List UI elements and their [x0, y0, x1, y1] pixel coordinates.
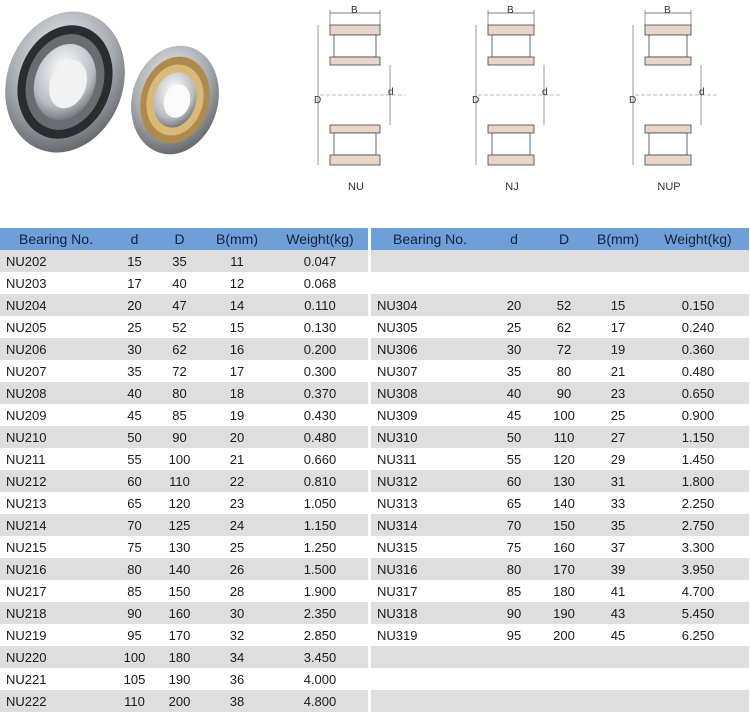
- cell-b-width: 11: [202, 250, 272, 272]
- table-row: [0, 250, 368, 272]
- cell-b-width: 28: [202, 580, 272, 602]
- cell-d-outer: 52: [539, 294, 589, 316]
- table-row: [0, 382, 368, 404]
- cell-d-inner: [489, 250, 539, 272]
- cell-d-inner: 50: [489, 426, 539, 448]
- cell-b-width: 14: [202, 294, 272, 316]
- table-row: [0, 338, 368, 360]
- cell-bearing-no: NU212: [0, 470, 112, 492]
- cell-weight: 0.110: [272, 294, 368, 316]
- cell-weight: 0.200: [272, 338, 368, 360]
- cell-bearing-no: NU305: [371, 316, 489, 338]
- cell-bearing-no: NU306: [371, 338, 489, 360]
- cell-weight: 0.660: [272, 448, 368, 470]
- cell-bearing-no: NU222: [0, 690, 112, 712]
- nu-cross-section: [310, 5, 420, 175]
- cell-bearing-no: NU315: [371, 536, 489, 558]
- cell-bearing-no: NU308: [371, 382, 489, 404]
- cell-d-outer: 90: [157, 426, 202, 448]
- cell-b-width: 21: [589, 360, 647, 382]
- table-header-row: [0, 228, 368, 250]
- cell-weight: 0.900: [647, 404, 749, 426]
- cell-weight: 0.430: [272, 404, 368, 426]
- header-bearing-no: Bearing No.: [371, 228, 489, 250]
- cell-b-width: [589, 668, 647, 690]
- cell-b-width: [589, 646, 647, 668]
- cell-b-width: 16: [202, 338, 272, 360]
- table-row: [0, 624, 368, 646]
- table-row: [371, 492, 749, 514]
- cell-bearing-no: NU310: [371, 426, 489, 448]
- cell-bearing-no: NU319: [371, 624, 489, 646]
- cell-d-outer: 130: [539, 470, 589, 492]
- table-row: [371, 448, 749, 470]
- cell-bearing-no: NU316: [371, 558, 489, 580]
- table-header-row: [371, 228, 749, 250]
- cell-bearing-no: NU318: [371, 602, 489, 624]
- cell-d-inner: 70: [489, 514, 539, 536]
- table-row: [0, 492, 368, 514]
- cell-d-outer: 80: [539, 360, 589, 382]
- cell-d-inner: 60: [489, 470, 539, 492]
- cell-b-width: 27: [589, 426, 647, 448]
- cell-weight: 3.950: [647, 558, 749, 580]
- cell-weight: 1.500: [272, 558, 368, 580]
- cell-d-outer: 52: [157, 316, 202, 338]
- cell-b-width: 33: [589, 492, 647, 514]
- cell-weight: 0.150: [647, 294, 749, 316]
- cell-b-width: 31: [589, 470, 647, 492]
- cell-d-outer: 180: [157, 646, 202, 668]
- table-row: [371, 360, 749, 382]
- cell-bearing-no: NU215: [0, 536, 112, 558]
- bearing-table-right: [371, 228, 749, 712]
- table-row: [371, 272, 749, 294]
- cell-d-outer: 140: [539, 492, 589, 514]
- cell-b-width: 37: [589, 536, 647, 558]
- cell-weight: 0.068: [272, 272, 368, 294]
- cell-d-inner: 30: [112, 338, 157, 360]
- cell-b-width: 24: [202, 514, 272, 536]
- table-row: [0, 360, 368, 382]
- cell-b-width: 17: [202, 360, 272, 382]
- table-row: [371, 470, 749, 492]
- table-row: [0, 294, 368, 316]
- cell-bearing-no: NU203: [0, 272, 112, 294]
- cell-d-inner: 35: [112, 360, 157, 382]
- cell-weight: 0.300: [272, 360, 368, 382]
- dim-b-label: B: [351, 5, 358, 16]
- cell-d-outer: [539, 272, 589, 294]
- table-row: [0, 470, 368, 492]
- cell-d-outer: 80: [157, 382, 202, 404]
- cell-b-width: 23: [202, 492, 272, 514]
- cell-d-inner: 25: [112, 316, 157, 338]
- cell-bearing-no: NU219: [0, 624, 112, 646]
- cell-d-outer: 35: [157, 250, 202, 272]
- cell-b-width: 26: [202, 558, 272, 580]
- header-d-inner: d: [489, 228, 539, 250]
- cell-d-outer: 125: [157, 514, 202, 536]
- table-row: [0, 580, 368, 602]
- cell-bearing-no: NU202: [0, 250, 112, 272]
- cell-b-width: 39: [589, 558, 647, 580]
- cell-weight: 2.250: [647, 492, 749, 514]
- table-row: [371, 404, 749, 426]
- dim-outer-d-label: D: [314, 95, 322, 106]
- cell-d-outer: 40: [157, 272, 202, 294]
- cell-weight: 0.047: [272, 250, 368, 272]
- cell-d-outer: 160: [539, 536, 589, 558]
- cell-weight: 1.150: [272, 514, 368, 536]
- cell-weight: 4.700: [647, 580, 749, 602]
- cell-d-inner: 85: [489, 580, 539, 602]
- cell-d-outer: 170: [539, 558, 589, 580]
- cell-bearing-no: NU211: [0, 448, 112, 470]
- header-b-width: B(mm): [589, 228, 647, 250]
- cell-bearing-no: NU309: [371, 404, 489, 426]
- cell-weight: 2.850: [272, 624, 368, 646]
- cell-weight: 2.350: [272, 602, 368, 624]
- cell-d-inner: 65: [112, 492, 157, 514]
- cell-d-outer: 120: [539, 448, 589, 470]
- dim-inner-d-label: d: [388, 87, 394, 98]
- cell-d-outer: 110: [157, 470, 202, 492]
- cell-weight: 1.050: [272, 492, 368, 514]
- table-row: [371, 624, 749, 646]
- cell-d-outer: 100: [157, 448, 202, 470]
- table-row: [0, 316, 368, 338]
- nup-cross-section: [625, 5, 735, 175]
- cell-d-outer: 140: [157, 558, 202, 580]
- cell-d-inner: 100: [112, 646, 157, 668]
- cell-d-inner: 20: [112, 294, 157, 316]
- table-row: [0, 272, 368, 294]
- table-row: [371, 294, 749, 316]
- cell-d-inner: 75: [489, 536, 539, 558]
- cell-b-width: 38: [202, 690, 272, 712]
- bearing-photo: [0, 0, 230, 170]
- header-d-outer: D: [157, 228, 202, 250]
- cell-bearing-no: NU304: [371, 294, 489, 316]
- cell-bearing-no: NU221: [0, 668, 112, 690]
- cell-bearing-no: NU209: [0, 404, 112, 426]
- cell-d-inner: 75: [112, 536, 157, 558]
- cell-b-width: 35: [589, 514, 647, 536]
- cell-d-inner: 45: [112, 404, 157, 426]
- table-row: [371, 690, 749, 712]
- cell-b-width: 30: [202, 602, 272, 624]
- cell-d-inner: 20: [489, 294, 539, 316]
- table-row: [371, 558, 749, 580]
- cell-bearing-no: [371, 646, 489, 668]
- cell-weight: 0.650: [647, 382, 749, 404]
- cell-b-width: 18: [202, 382, 272, 404]
- diagram-label: NU: [348, 181, 364, 193]
- dim-outer-d-label: D: [472, 95, 480, 106]
- cell-b-width: 29: [589, 448, 647, 470]
- cell-d-outer: 150: [157, 580, 202, 602]
- table-row: [371, 514, 749, 536]
- table-row: [371, 426, 749, 448]
- cell-d-outer: 62: [539, 316, 589, 338]
- cell-d-inner: 35: [489, 360, 539, 382]
- cell-bearing-no: NU208: [0, 382, 112, 404]
- bearing-table-left: [0, 228, 368, 712]
- cell-d-inner: 110: [112, 690, 157, 712]
- cell-weight: 1.800: [647, 470, 749, 492]
- cell-bearing-no: NU205: [0, 316, 112, 338]
- cell-d-outer: 190: [157, 668, 202, 690]
- cell-weight: 0.480: [647, 360, 749, 382]
- table-row: [371, 250, 749, 272]
- dim-inner-d-label: d: [699, 87, 705, 98]
- header-b-width: B(mm): [202, 228, 272, 250]
- cell-bearing-no: NU207: [0, 360, 112, 382]
- table-row: [0, 668, 368, 690]
- cell-d-outer: 85: [157, 404, 202, 426]
- table-row: [0, 558, 368, 580]
- cell-d-outer: 180: [539, 580, 589, 602]
- cell-b-width: 19: [589, 338, 647, 360]
- header-weight: Weight(kg): [272, 228, 368, 250]
- cell-bearing-no: NU213: [0, 492, 112, 514]
- cell-b-width: 25: [589, 404, 647, 426]
- cell-bearing-no: [371, 690, 489, 712]
- cell-weight: 6.250: [647, 624, 749, 646]
- cell-d-inner: 25: [489, 316, 539, 338]
- cell-weight: 4.800: [272, 690, 368, 712]
- cell-bearing-no: [371, 250, 489, 272]
- table-row: [371, 668, 749, 690]
- cell-d-inner: 85: [112, 580, 157, 602]
- cell-bearing-no: NU216: [0, 558, 112, 580]
- header-area: [0, 0, 750, 220]
- cell-d-inner: 40: [489, 382, 539, 404]
- header-d-outer: D: [539, 228, 589, 250]
- cell-weight: 0.810: [272, 470, 368, 492]
- cell-d-outer: [539, 250, 589, 272]
- cell-d-outer: 90: [539, 382, 589, 404]
- cell-d-inner: 50: [112, 426, 157, 448]
- cell-d-inner: 90: [489, 602, 539, 624]
- table-row: [0, 426, 368, 448]
- cell-bearing-no: [371, 272, 489, 294]
- table-row: [0, 514, 368, 536]
- cell-b-width: 45: [589, 624, 647, 646]
- cell-d-inner: [489, 272, 539, 294]
- cell-bearing-no: NU206: [0, 338, 112, 360]
- cell-d-outer: 100: [539, 404, 589, 426]
- cell-weight: 0.360: [647, 338, 749, 360]
- cell-d-outer: [539, 646, 589, 668]
- cell-weight: [647, 646, 749, 668]
- cell-weight: 4.000: [272, 668, 368, 690]
- table-row: [0, 646, 368, 668]
- cell-d-inner: 40: [112, 382, 157, 404]
- header-d-inner: d: [112, 228, 157, 250]
- dim-inner-d-label: d: [542, 87, 548, 98]
- cell-weight: 1.250: [272, 536, 368, 558]
- cell-d-inner: 80: [112, 558, 157, 580]
- cell-d-inner: 105: [112, 668, 157, 690]
- table-row: [371, 536, 749, 558]
- cell-b-width: 15: [589, 294, 647, 316]
- table-row: [0, 536, 368, 558]
- table-row: [371, 316, 749, 338]
- cell-weight: 0.370: [272, 382, 368, 404]
- cell-d-outer: [539, 690, 589, 712]
- table-row: [0, 602, 368, 624]
- cell-b-width: 22: [202, 470, 272, 492]
- cell-d-outer: 130: [157, 536, 202, 558]
- cell-bearing-no: NU313: [371, 492, 489, 514]
- table-row: [371, 382, 749, 404]
- cell-bearing-no: NU220: [0, 646, 112, 668]
- cell-d-inner: 95: [489, 624, 539, 646]
- cell-weight: [647, 272, 749, 294]
- cell-d-inner: 65: [489, 492, 539, 514]
- cell-d-outer: [539, 668, 589, 690]
- cell-weight: [647, 668, 749, 690]
- cell-bearing-no: NU314: [371, 514, 489, 536]
- cell-d-inner: 90: [112, 602, 157, 624]
- cell-bearing-no: NU307: [371, 360, 489, 382]
- cell-b-width: [589, 272, 647, 294]
- cell-weight: [647, 690, 749, 712]
- cell-weight: 1.900: [272, 580, 368, 602]
- diagram-label: NUP: [657, 181, 681, 193]
- table-row: [371, 338, 749, 360]
- cell-d-outer: 200: [539, 624, 589, 646]
- cell-d-outer: 72: [539, 338, 589, 360]
- cell-b-width: 36: [202, 668, 272, 690]
- cell-d-inner: [489, 668, 539, 690]
- cell-weight: 5.450: [647, 602, 749, 624]
- cell-b-width: 15: [202, 316, 272, 338]
- cell-b-width: 21: [202, 448, 272, 470]
- cell-b-width: 20: [202, 426, 272, 448]
- cell-d-outer: 190: [539, 602, 589, 624]
- cell-d-outer: 110: [539, 426, 589, 448]
- nj-cross-section: [468, 5, 578, 175]
- dim-outer-d-label: D: [629, 95, 637, 106]
- cell-bearing-no: NU217: [0, 580, 112, 602]
- cell-d-outer: 200: [157, 690, 202, 712]
- cell-b-width: 41: [589, 580, 647, 602]
- cell-d-inner: 60: [112, 470, 157, 492]
- cell-d-outer: 150: [539, 514, 589, 536]
- cell-bearing-no: NU214: [0, 514, 112, 536]
- table-row: [0, 690, 368, 712]
- cell-d-inner: 95: [112, 624, 157, 646]
- cell-weight: [647, 250, 749, 272]
- cell-d-outer: 47: [157, 294, 202, 316]
- cell-d-inner: 30: [489, 338, 539, 360]
- cell-bearing-no: NU317: [371, 580, 489, 602]
- cell-d-outer: 160: [157, 602, 202, 624]
- cell-b-width: 25: [202, 536, 272, 558]
- cell-d-inner: [489, 646, 539, 668]
- cell-bearing-no: [371, 668, 489, 690]
- cell-d-inner: 55: [112, 448, 157, 470]
- cell-d-inner: 55: [489, 448, 539, 470]
- table-row: [371, 602, 749, 624]
- table-row: [0, 404, 368, 426]
- cell-b-width: 32: [202, 624, 272, 646]
- cell-d-inner: 17: [112, 272, 157, 294]
- cell-d-outer: 62: [157, 338, 202, 360]
- cell-d-outer: 170: [157, 624, 202, 646]
- diagram-label: NJ: [505, 181, 519, 193]
- cell-d-outer: 120: [157, 492, 202, 514]
- cell-weight: 0.240: [647, 316, 749, 338]
- table-row: [0, 448, 368, 470]
- cell-bearing-no: NU218: [0, 602, 112, 624]
- cell-d-inner: 70: [112, 514, 157, 536]
- cell-d-inner: [489, 690, 539, 712]
- cell-weight: 1.150: [647, 426, 749, 448]
- cell-b-width: 17: [589, 316, 647, 338]
- cell-b-width: [589, 250, 647, 272]
- diagram-nj: [468, 5, 578, 195]
- cell-b-width: 12: [202, 272, 272, 294]
- cell-bearing-no: NU311: [371, 448, 489, 470]
- cell-weight: 1.450: [647, 448, 749, 470]
- cell-weight: 0.130: [272, 316, 368, 338]
- cell-b-width: 34: [202, 646, 272, 668]
- dim-b-label: B: [507, 5, 514, 16]
- diagram-nup: [625, 5, 735, 195]
- cell-bearing-no: NU312: [371, 470, 489, 492]
- cell-weight: 3.450: [272, 646, 368, 668]
- table-row: [371, 646, 749, 668]
- cell-bearing-no: NU204: [0, 294, 112, 316]
- cell-weight: 0.480: [272, 426, 368, 448]
- cell-d-inner: 45: [489, 404, 539, 426]
- cell-d-inner: 15: [112, 250, 157, 272]
- table-row: [371, 580, 749, 602]
- cell-weight: 3.300: [647, 536, 749, 558]
- cell-b-width: 23: [589, 382, 647, 404]
- cell-b-width: 19: [202, 404, 272, 426]
- diagram-nu: [310, 5, 420, 195]
- header-bearing-no: Bearing No.: [0, 228, 112, 250]
- header-weight: Weight(kg): [647, 228, 749, 250]
- cell-bearing-no: NU210: [0, 426, 112, 448]
- dim-b-label: B: [664, 5, 671, 16]
- cell-b-width: [589, 690, 647, 712]
- cell-weight: 2.750: [647, 514, 749, 536]
- cell-d-outer: 72: [157, 360, 202, 382]
- cell-d-inner: 80: [489, 558, 539, 580]
- cell-b-width: 43: [589, 602, 647, 624]
